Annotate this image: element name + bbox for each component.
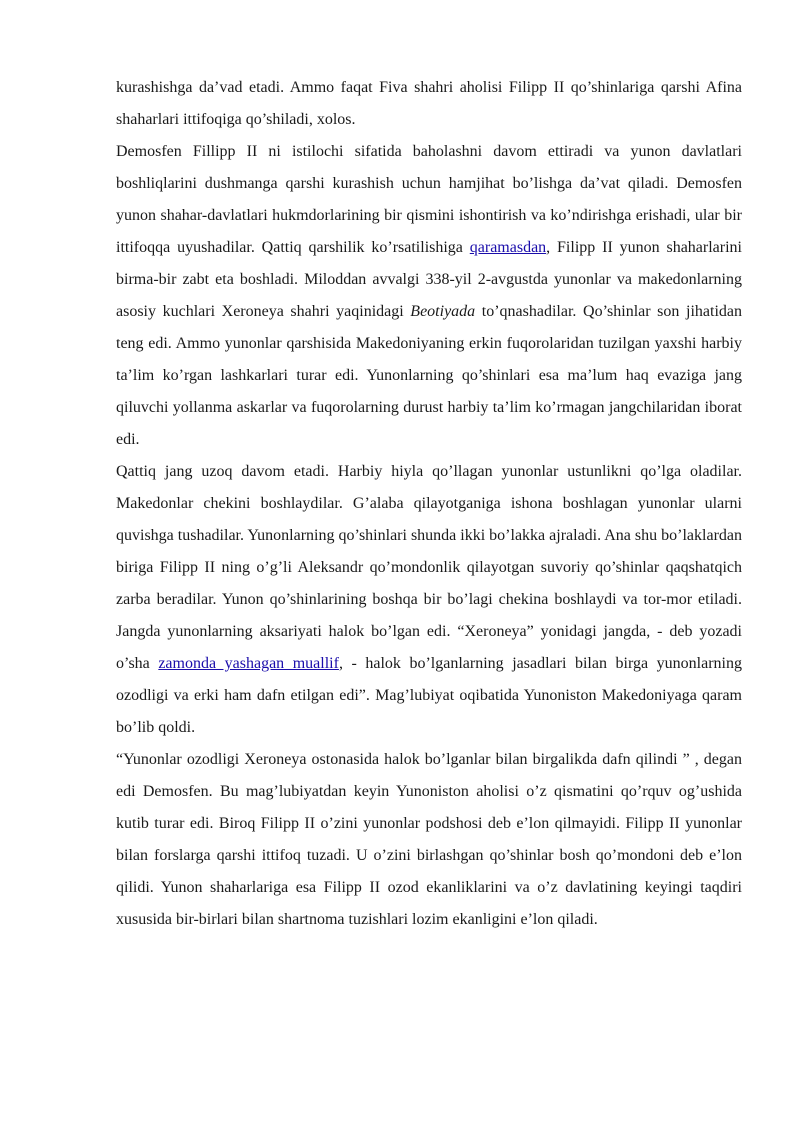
qaramasdan-link[interactable]: qaramasdan	[469, 239, 547, 256]
paragraph-text: Qattiq jang uzoq davom etadi. Harbiy hiyla qo’llagan yunonlar ustunlikni qo’lga oladilar. Makedonlar chekini boshlaydilar. G’alaba qilayotganiga ishona boshlagan yunonlar ularni quvishga tushadilar. Yunonlarning qo’shinlari shunda ikki bo’lakka ajraladi. Ana shu bo’laklardan biriga Filipp II ning o’g’li Aleksandr qo’mondonlik qilayotgan suvoriy qo’shinlar qaqshatqich zarba beradilar. Yunon qo’shinlarining boshqa bir bo’lagi chekina boshlaydi va tor-mor etiladi. Jangda yunonlarning aksariyati halok bo’lgan edi. “Xeroneya” yonidagi jangda, - deb yozadi o’sha	[116, 463, 742, 672]
paragraph-text: , Filipp II yunon shaharlarini birma-bir zabt eta boshladi. Miloddan avvalgi 338-yil 2-avgustda yunonlar va makedonlarning asosiy kuchlari Xeroneya shahri yaqinidagi	[116, 239, 742, 320]
paragraph-2	[116, 136, 742, 456]
paragraph-text: kurashishga da’vad etadi. Ammo faqat Fiva shahri aholisi Filipp II qo’shinlariga qarshi Afina shaharlari ittifoqiga qo’shiladi, xolos.	[116, 79, 742, 128]
contemporary-author-link[interactable]: zamonda yashagan muallif	[158, 655, 339, 672]
paragraph-4	[116, 744, 742, 936]
paragraph-text: “Yunonlar ozodligi Xeroneya ostonasida halok bo’lganlar bilan birgalikda dafn qilindi ” , degan edi Demosfen. Bu mag’lubiyatdan keyin Yunoniston aholisi o’z qismatini qo’rquv og’ushida kutib turar edi. Biroq Filipp II o’zini yunonlar podshosi deb e’lon qilmayidi. Filipp II yunonlar bilan forslarga qarshi ittifoq tuzadi. U o’zini birlashgan qo’shinlar bosh qo’mondoni deb e’lon qilidi. Yunon shaharlariga esa Filipp II ozod ekanliklarini va o’z davlatining keyingi taqdiri xususida bir-birlari bilan shartnoma tuzishlari lozim ekanligini e’lon qiladi.	[116, 751, 742, 928]
paragraph-text: Demosfen Fillipp II ni istilochi sifatida baholashni davom ettiradi va yunon davlatlari boshliqlarini dushmanga qarshi kurashish uchun hamjihat bo’lishga da’vat qiladi. Demosfen yunon shahar-davlatlari hukmdorlarining bir qismini ishontirish va ko’ndirishga erishadi, ular bir ittifoqqa uyushadilar. Qattiq qarshilik ko’rsatilishiga	[116, 143, 742, 256]
document-page	[116, 72, 742, 936]
paragraph-text: to’qnashadilar. Qo’shinlar son jihatidan teng edi. Ammo yunonlar qarshisida Makedoniyaning erkin fuqorolaridan tuzilgan yaxshi harbiy ta’lim ko’rgan lashkarlari turar edi. Yunonlarning qo’shinlari esa ma’lum haq evaziga jang qiluvchi yollanma askarlar va fuqorolarning durust harbiy ta’lim ko’rmagan jangchilaridan iborat edi.	[116, 303, 743, 448]
paragraph-3	[116, 456, 742, 744]
paragraph-1	[116, 72, 742, 136]
paragraph-text: , - halok bo’lganlarning jasadlari bilan birga yunonlarning ozodligi va erki ham dafn etilgan edi”. Mag’lubiyat oqibatida Yunoniston Makedoniyaga qaram bo’lib qoldi.	[116, 655, 742, 736]
italic-term-beotiyada: Beotiyada	[410, 303, 476, 320]
